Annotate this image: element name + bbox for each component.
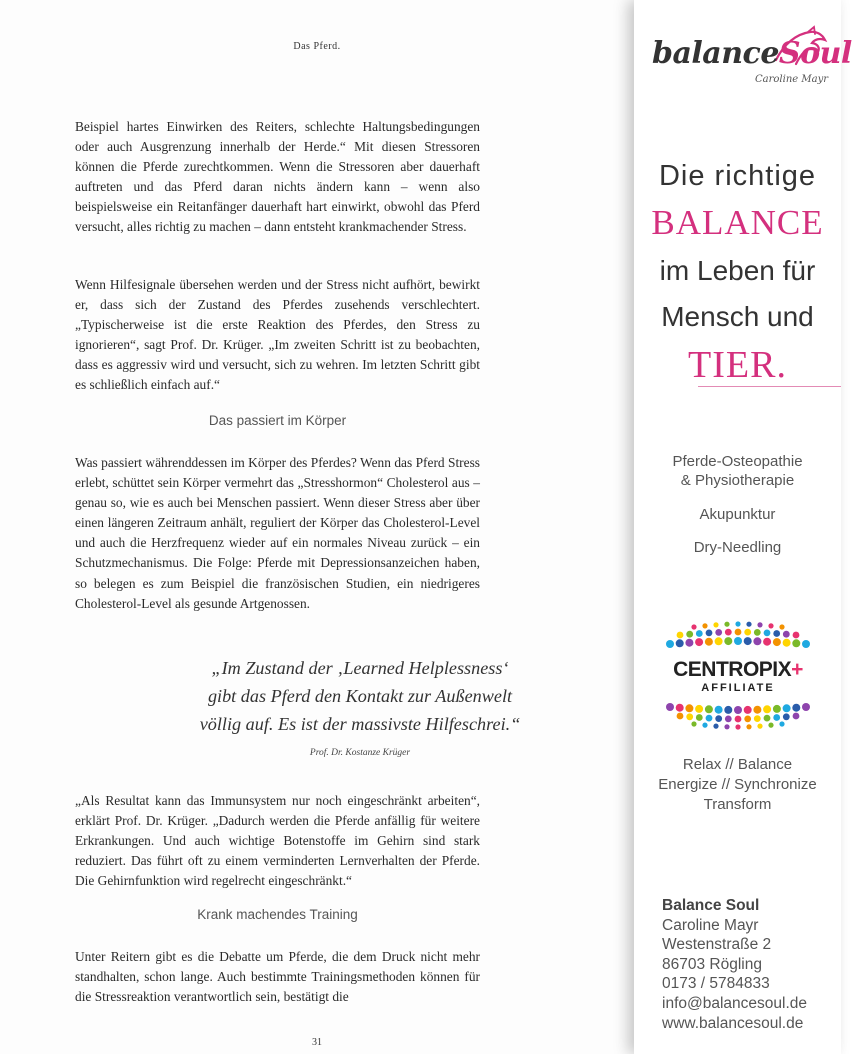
centropix-dot (695, 638, 703, 646)
centropix-dot (744, 629, 751, 636)
service-akupunktur: Akupunktur (699, 506, 776, 523)
service-osteopathie (634, 452, 841, 490)
tagline-line-5: TIER. (688, 344, 787, 386)
centropix-dot (783, 713, 790, 720)
centropix-dot (764, 715, 771, 722)
centropix-dot (666, 640, 674, 648)
centropix-dot (753, 637, 761, 645)
contact-city: 86703 Rögling (662, 955, 762, 973)
centropix-dot (779, 624, 784, 629)
article-paragraph-3: Was passiert währenddessen im Körper des Pferdes? Wenn das Pferd Stress erlebt, schüttet sein Körper vermehrt das „Stresshormon“ Cholesterol aus – genau so, wie es auch bei Menschen passiert. Wenn dieser Stress aber über einen längeren Zeitraum anhält, reguliert der Körper das Cholesterol-Level und auch die Herzfrequenz wieder auf ein normales Niveau zurück – ein Schutzmechanismus. Die Folge: Pferde mit Depressionsanzeichen haben, so belegen es zum Beispiel die französischen Studien, ein niedrigeres Cholesterol-Level als gesunde Artgenossen. (75, 455, 480, 611)
centropix-dot (713, 622, 718, 627)
centropix-dot (746, 622, 751, 627)
centropix-dot (754, 715, 761, 722)
centropix-dot (744, 716, 751, 723)
centropix-dot (793, 713, 800, 720)
centropix-dot (773, 630, 780, 637)
article-paragraph-4: „Als Resultat kann das Immunsystem nur noch eingeschränkt arbeiten“, erklärt Prof. Dr. Krüger. „Dadurch werden die Pferde anfällig für weitere Erkrankungen. Und auch wichtige Botenstoffe im Gehirn sind stark reduziert. Das führt oft zu einem verminderten Lernverhalten der Pferde. Die Gehirnfunktion wird regelrecht eingeschränkt.“ (75, 793, 480, 889)
centropix-plus: + (791, 658, 803, 681)
centropix-dot (802, 703, 810, 711)
centropix-dot (746, 724, 751, 729)
relax-line-3: Transform (703, 796, 772, 813)
centropix-dot (705, 705, 713, 713)
balance-soul-logo (652, 28, 852, 98)
centropix-dot (734, 637, 742, 645)
centropix-dot (744, 706, 752, 714)
relax-line-1: Relax // Balance (682, 756, 793, 773)
centropix-dot (763, 638, 771, 646)
contact-person: Caroline Mayr (662, 916, 759, 934)
centropix-logo (662, 617, 814, 737)
service-dry-needling: Dry-Needling (693, 539, 782, 556)
centropix-dot (691, 721, 696, 726)
tagline-line-1: Die richtige (658, 160, 817, 192)
centropix-dot (753, 706, 761, 714)
centropix-dot (677, 632, 684, 639)
centropix-dot (783, 631, 790, 638)
centropix-dot (773, 705, 781, 713)
centropix-dot (802, 640, 810, 648)
centropix-dot (768, 723, 773, 728)
running-head: Das Pferd. (293, 41, 341, 52)
article-paragraph-2: Wenn Hilfesignale übersehen werden und der Stress nicht aufhört, bewirkt er, dass sich der Zustand des Pferdes zusehends verschlechtert. „Typischerweise ist die erste Reaktion des Pferdes, den Stress zu ignorieren“, sagt Prof. Dr. Krüger. „Im zweiten Schritt ist zu beobachten, dass es aggressiv wird und versucht, sich zu wehren. Im letzten Schritt gibt es schließlich einfach auf.“ (75, 277, 480, 393)
centropix-dot (696, 630, 703, 637)
logo-wordmark (652, 36, 852, 71)
centropix-dot (685, 639, 693, 647)
centropix-dot (677, 713, 684, 720)
centropix-dot (735, 629, 742, 636)
pull-quote-line-2: gibt das Pferd den Kontakt zur Außenwelt (207, 686, 513, 706)
contact-block (662, 896, 807, 1033)
relax-block (634, 755, 841, 815)
centropix-dot (735, 724, 740, 729)
centropix-dot (724, 622, 729, 627)
centropix-dot (705, 638, 713, 646)
contact-street: Westenstraße 2 (662, 936, 772, 954)
tagline-line-4: Mensch und (661, 301, 814, 332)
pull-quote-source: Prof. Dr. Kostanze Krüger (309, 748, 411, 758)
logo-word-balance: balance (652, 36, 779, 71)
tagline-line-2: BALANCE (651, 203, 824, 242)
subheading-training: Krank machendes Training (197, 907, 358, 922)
centropix-dot (763, 705, 771, 713)
centropix-dot (783, 704, 791, 712)
centropix-dot (685, 704, 693, 712)
centropix-dot (725, 629, 732, 636)
centropix-affiliate: AFFILIATE (701, 682, 775, 694)
advertisement-sidebar (634, 0, 852, 1054)
centropix-dot (686, 631, 693, 638)
centropix-dot (724, 724, 729, 729)
centropix-dot (713, 724, 718, 729)
centropix-name: CENTROPIX (673, 658, 792, 681)
contact-company: Balance Soul (662, 897, 760, 914)
logo-subtitle: Caroline Mayr (755, 74, 828, 85)
centropix-dot (783, 639, 791, 647)
centropix-dot (715, 706, 723, 714)
centropix-dot (696, 714, 703, 721)
centropix-dot (715, 629, 722, 636)
centropix-dot (792, 639, 800, 647)
centropix-dot (724, 637, 732, 645)
centropix-dot (773, 638, 781, 646)
centropix-dot (793, 632, 800, 639)
centropix-dot (754, 629, 761, 636)
logo-word-soul: Soul (778, 36, 852, 71)
centropix-dot (686, 713, 693, 720)
centropix-dot (702, 623, 707, 628)
article-paragraph-1: Beispiel hartes Einwirken des Reiters, schlechte Haltungsbedingungen oder auch Ausgrenzung innerhalb der Herde.“ Mit diesen Stressoren können die Pferde zurechtkommen. Wenn die Stressoren aber dauerhaft auftreten und das Pferd daran nichts ändern kann – wenn also beispielsweise ein Reitanfänger dauerhaft hart einwirkt, obwohl das Pferd versucht, alles richtig zu machen – dann entsteht krankmachender Stress. (75, 119, 480, 235)
centropix-dot (744, 637, 752, 645)
page-number: 31 (312, 1037, 322, 1048)
contact-phone: 0173 / 5784833 (662, 975, 770, 993)
centropix-dot (676, 639, 684, 647)
centropix-dot (666, 703, 674, 711)
centropix-dot (706, 630, 713, 637)
centropix-dot (779, 721, 784, 726)
centropix-dot (764, 630, 771, 637)
centropix-dot (792, 704, 800, 712)
centropix-dot (695, 705, 703, 713)
centropix-dot (735, 621, 740, 626)
centropix-dot (715, 637, 723, 645)
centropix-dot (773, 714, 780, 721)
pull-quote-line-3: völlig auf. Es ist der massivste Hilfeschrei.“ (199, 714, 521, 734)
relax-line-2: Energize // Synchronize (658, 776, 817, 793)
pull-quote (150, 654, 570, 738)
contact-website: www.balancesoul.de (662, 1014, 804, 1032)
centropix-dot (706, 715, 713, 722)
service-line-1: Pferde-Osteopathie (672, 453, 803, 470)
centropix-dot (757, 622, 762, 627)
centropix-dot (757, 724, 762, 729)
centropix-dot (691, 624, 696, 629)
service-line-2: & Physiotherapie (680, 472, 795, 489)
tagline-line-3: im Leben für (659, 255, 816, 286)
article-paragraph-5: Unter Reitern gibt es die Debatte um Pferde, die dem Druck nicht mehr standhalten, schon lange. Auch bestimmte Trainingsmethoden können für die Stressreaktion verantwortlich sein, bestätigt die (75, 949, 480, 1005)
subheading-koerper: Das passiert im Körper (208, 413, 347, 428)
centropix-dot (735, 716, 742, 723)
pull-quote-line-1: „Im Zustand der ‚Learned Helplessness‘ (211, 658, 509, 678)
centropix-dot (724, 706, 732, 714)
centropix-dot (725, 716, 732, 723)
centropix-dot (702, 723, 707, 728)
centropix-dot (768, 623, 773, 628)
centropix-wordmark (662, 658, 814, 682)
tagline-divider (698, 386, 841, 387)
centropix-dot (715, 715, 722, 722)
centropix-dot (676, 704, 684, 712)
contact-email: info@balancesoul.de (662, 994, 808, 1012)
centropix-dot (734, 706, 742, 714)
